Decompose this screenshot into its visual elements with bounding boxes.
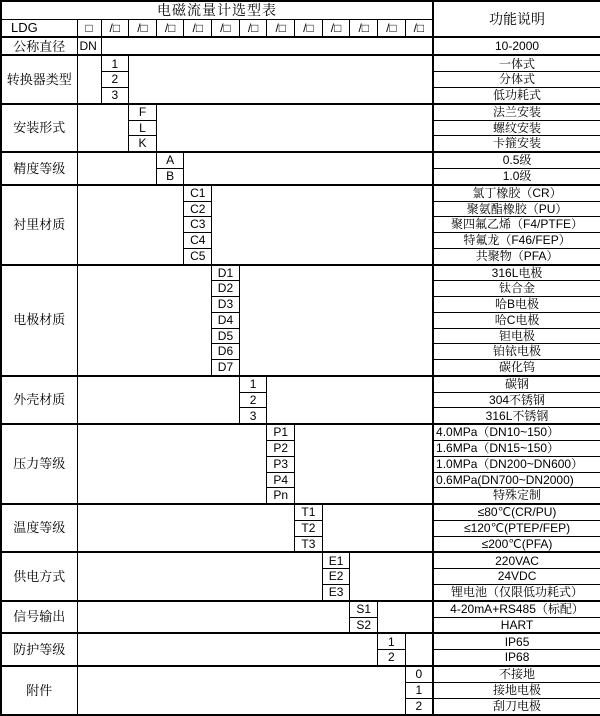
spacer-cell xyxy=(101,37,433,55)
option-desc: 碳钢 xyxy=(433,376,600,392)
option-code: C5 xyxy=(184,248,212,264)
option-code: 2 xyxy=(405,698,433,715)
option-code: T3 xyxy=(295,536,323,552)
option-desc: 低功耗式 xyxy=(433,87,600,103)
category-label: 防护等级 xyxy=(1,633,77,666)
option-code: B xyxy=(156,168,184,184)
option-desc: 不接地 xyxy=(433,666,600,682)
option-desc: 304不锈钢 xyxy=(433,392,600,408)
spacer-cell xyxy=(378,601,433,634)
option-desc: 316L不锈钢 xyxy=(433,408,600,424)
spacer-cell xyxy=(267,376,433,424)
option-desc: 分体式 xyxy=(433,72,600,88)
option-code: C1 xyxy=(184,185,212,201)
option-desc: 钽电极 xyxy=(433,328,600,344)
spacer-cell xyxy=(184,152,433,185)
option-code: D3 xyxy=(212,297,240,313)
table-title: 电磁流量计选型表 xyxy=(1,1,433,20)
option-code: D1 xyxy=(212,265,240,281)
code-slot: /□ xyxy=(295,20,323,38)
spacer-cell xyxy=(295,424,433,504)
spacer-cell xyxy=(322,504,433,552)
option-desc: 10-2000 xyxy=(433,37,600,55)
option-desc: 24VDC xyxy=(433,569,600,585)
option-desc: 刮刀电极 xyxy=(433,698,600,715)
option-desc: 铂铱电极 xyxy=(433,344,600,360)
code-slot: /□ xyxy=(129,20,157,38)
option-code: C4 xyxy=(184,233,212,249)
spacer-cell xyxy=(212,185,433,265)
option-code: A xyxy=(156,152,184,168)
spacer-cell xyxy=(77,265,212,376)
category-label: 衬里材质 xyxy=(1,185,77,265)
option-desc: 1.6MPa（DN15~150） xyxy=(433,441,600,457)
option-code: 2 xyxy=(239,392,267,408)
option-code: E2 xyxy=(322,569,350,585)
code-slot: /□ xyxy=(212,20,240,38)
option-desc: 卡箍安装 xyxy=(433,136,600,152)
code-slot: /□ xyxy=(156,20,184,38)
option-desc: 220VAC xyxy=(433,552,600,568)
option-desc: 共聚物（PFA） xyxy=(433,248,600,264)
option-desc: ≤200℃(PFA) xyxy=(433,536,600,552)
option-code: K xyxy=(129,136,157,152)
option-desc: 螺纹安装 xyxy=(433,120,600,136)
option-desc: 特殊定制 xyxy=(433,488,600,504)
code-slot: /□ xyxy=(378,20,406,38)
spacer-cell xyxy=(77,666,405,715)
code-slot: /□ xyxy=(239,20,267,38)
option-desc: 氯丁橡胶（CR） xyxy=(433,185,600,201)
category-label: 安装形式 xyxy=(1,104,77,152)
option-code: P4 xyxy=(267,472,295,488)
option-code: 1 xyxy=(239,376,267,392)
category-label: 温度等级 xyxy=(1,504,77,552)
option-desc: 碳化钨 xyxy=(433,360,600,376)
option-code: Pn xyxy=(267,488,295,504)
spacer-cell xyxy=(77,633,378,666)
function-column-header: 功能说明 xyxy=(433,1,600,37)
option-code: 3 xyxy=(239,408,267,424)
option-code: P3 xyxy=(267,456,295,472)
code-box: □ xyxy=(77,20,101,38)
option-code: 2 xyxy=(378,650,406,666)
code-slot: /□ xyxy=(267,20,295,38)
spacer-cell xyxy=(77,376,239,424)
option-code: 1 xyxy=(378,633,406,649)
option-code: DN xyxy=(77,37,101,55)
option-code: 2 xyxy=(101,72,129,88)
category-label: 电极材质 xyxy=(1,265,77,376)
option-desc: IP68 xyxy=(433,650,600,666)
option-code: T1 xyxy=(295,504,323,520)
option-code: T2 xyxy=(295,520,323,536)
category-label-diameter: 公称直径 xyxy=(1,37,77,55)
option-desc: HART xyxy=(433,617,600,633)
spacer-cell xyxy=(239,265,433,376)
category-label: 精度等级 xyxy=(1,152,77,185)
spacer-cell xyxy=(350,552,433,600)
spacer-cell xyxy=(77,504,295,552)
option-code: P1 xyxy=(267,424,295,440)
option-code: 3 xyxy=(101,87,129,103)
option-desc: 哈C电极 xyxy=(433,312,600,328)
spacer-cell xyxy=(156,104,433,152)
option-desc: 1.0MPa（DN200~DN600） xyxy=(433,456,600,472)
option-code: L xyxy=(129,120,157,136)
spacer-cell xyxy=(129,55,433,103)
option-code: D6 xyxy=(212,344,240,360)
option-code: D5 xyxy=(212,328,240,344)
option-desc: 哈B电极 xyxy=(433,297,600,313)
option-code: P2 xyxy=(267,441,295,457)
category-label: 外壳材质 xyxy=(1,376,77,424)
option-code: D2 xyxy=(212,281,240,297)
option-desc: 聚四氟乙烯（F4/PTFE） xyxy=(433,217,600,233)
option-code: C3 xyxy=(184,217,212,233)
option-code: D4 xyxy=(212,312,240,328)
option-desc: 0.6MPa(DN700~DN2000) xyxy=(433,472,600,488)
code-slot: /□ xyxy=(101,20,129,38)
spacer-cell xyxy=(77,552,322,600)
option-desc: 法兰安装 xyxy=(433,104,600,120)
option-desc: ≤120℃(PTEP/FEP) xyxy=(433,520,600,536)
option-desc: 锂电池（仅限低功耗式） xyxy=(433,584,600,600)
spacer-cell xyxy=(77,55,101,103)
spacer-cell xyxy=(77,152,156,185)
option-desc: 钛合金 xyxy=(433,281,600,297)
option-desc: 1.0级 xyxy=(433,168,600,184)
option-desc: 一体式 xyxy=(433,55,600,71)
category-label: 转换器类型 xyxy=(1,55,77,103)
option-code: 1 xyxy=(405,682,433,698)
code-slot: /□ xyxy=(322,20,350,38)
model-prefix: LDG xyxy=(1,20,77,38)
spacer-cell xyxy=(77,424,267,504)
option-desc: 聚氨酯橡胶（PU） xyxy=(433,201,600,217)
option-desc: 特氟龙（F46/FEP） xyxy=(433,233,600,249)
option-desc: ≤80℃(CR/PU) xyxy=(433,504,600,520)
option-code: S1 xyxy=(350,601,378,617)
code-slot: /□ xyxy=(350,20,378,38)
category-label: 附件 xyxy=(1,666,77,715)
option-desc: 4.0MPa（DN10~150） xyxy=(433,424,600,440)
category-label: 信号输出 xyxy=(1,601,77,634)
spacer-cell xyxy=(77,601,350,634)
option-code: E1 xyxy=(322,552,350,568)
option-desc: 4-20mA+RS485（标配） xyxy=(433,601,600,617)
option-code: 1 xyxy=(101,55,129,71)
option-code: D7 xyxy=(212,360,240,376)
category-label: 压力等级 xyxy=(1,424,77,504)
code-slot: /□ xyxy=(184,20,212,38)
option-code: E3 xyxy=(322,584,350,600)
spacer-cell xyxy=(77,185,184,265)
category-label: 供电方式 xyxy=(1,552,77,600)
option-desc: 316L电极 xyxy=(433,265,600,281)
option-code: S2 xyxy=(350,617,378,633)
spacer-cell xyxy=(77,104,129,152)
spacer-cell xyxy=(405,633,433,666)
option-code: F xyxy=(129,104,157,120)
option-desc: 接地电极 xyxy=(433,682,600,698)
code-slot: /□ xyxy=(405,20,433,38)
option-code: 0 xyxy=(405,666,433,682)
option-desc: 0.5级 xyxy=(433,152,600,168)
option-code: C2 xyxy=(184,201,212,217)
option-desc: IP65 xyxy=(433,633,600,649)
